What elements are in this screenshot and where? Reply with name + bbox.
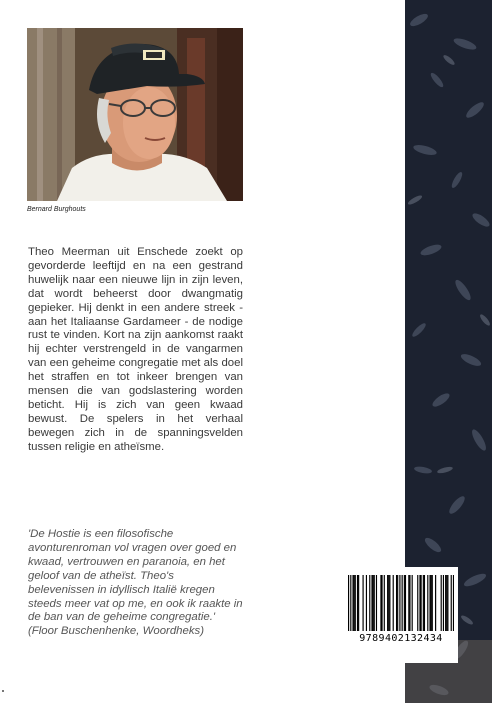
barcode-bar [429,575,430,631]
corner-mark [2,690,4,692]
barcode-bar [417,575,418,631]
barcode-bar [423,575,424,631]
barcode-bar [419,575,420,631]
barcode-bar [412,575,413,631]
barcode-bar [399,575,400,631]
barcode-bar [404,575,405,631]
barcode-bar [446,575,447,631]
barcode-bar [443,575,444,631]
barcode-bar [350,575,351,631]
barcode-bar [374,575,375,631]
barcode-bars [348,575,454,631]
barcode-bar [376,575,377,631]
barcode-bar [427,575,428,631]
barcode-bar [453,575,454,631]
barcode-bar [387,575,388,631]
barcode-bar [451,575,452,631]
barcode-bar [358,575,359,631]
barcode-bar [396,575,397,631]
barcode-bar [393,575,394,631]
review-quote-source: (Floor Buschenhenke, Woordheks) [28,625,205,638]
barcode-bar [369,575,370,631]
barcode-bar [447,575,448,631]
barcode-bar [357,575,358,631]
barcode-bar [397,575,398,631]
author-portrait-image [27,28,243,201]
barcode-bar [366,575,367,631]
author-photo [27,28,243,201]
review-quote [28,528,243,639]
barcode-bar [388,575,389,631]
barcode-bar [441,575,442,631]
barcode-bar [381,575,382,631]
barcode-bar [445,575,446,631]
photo-caption: Bernard Burghouts [27,206,86,213]
barcode-bar [405,575,406,631]
barcode-bar [348,575,349,631]
barcode-bar [380,575,381,631]
barcode-bar [363,575,364,631]
barcode-bar [354,575,355,631]
barcode-bar [389,575,390,631]
barcode-bar [384,575,385,631]
isbn-barcode [344,567,458,663]
barcode-bar [355,575,356,631]
barcode-bar [424,575,425,631]
barcode-bar [373,575,374,631]
barcode-bar [431,575,432,631]
barcode-bar [408,575,409,631]
barcode-bar [409,575,410,631]
barcode-bar [371,575,372,631]
review-quote-text: 'De Hostie is een filosofische avonturenroman vol vragen over goed en kwaad, vertrouwen en paranoia, en het geloof van de atheïst. Theo's belevenissen in idyllisch Italië kregen steeds meer vat op me, en ook ik raakte in de ban van de geheime congregatie.' [28,528,243,624]
isbn-number: 9789402132434 [359,633,443,644]
barcode-bar [421,575,422,631]
barcode-bar [435,575,436,631]
barcode-bar [352,575,353,631]
book-blurb: Theo Meerman uit Enschede zoekt op gevorderde leeftijd en na een gestrand huwelijk naar een nieuwe lijn in zijn leven, dat wordt beheerst door dwangmatig gepieker. Hij denkt in een andere streek - aan het Italiaanse Gardameer - de nodige rust te vinden. Kort na zijn aankomst raakt hij echter verstrengeld in de vangarmen van een geheime congregatie met als doel het straffen en tot inkeer brengen van mensen die van godslastering worden beticht. Hij is zich van geen kwaad bewust. De spelers in het verhaal bewegen zich in de spanningsvelden tussen religie en atheïsme. [28,246,243,453]
barcode-bar [402,575,403,631]
barcode-bar [432,575,433,631]
